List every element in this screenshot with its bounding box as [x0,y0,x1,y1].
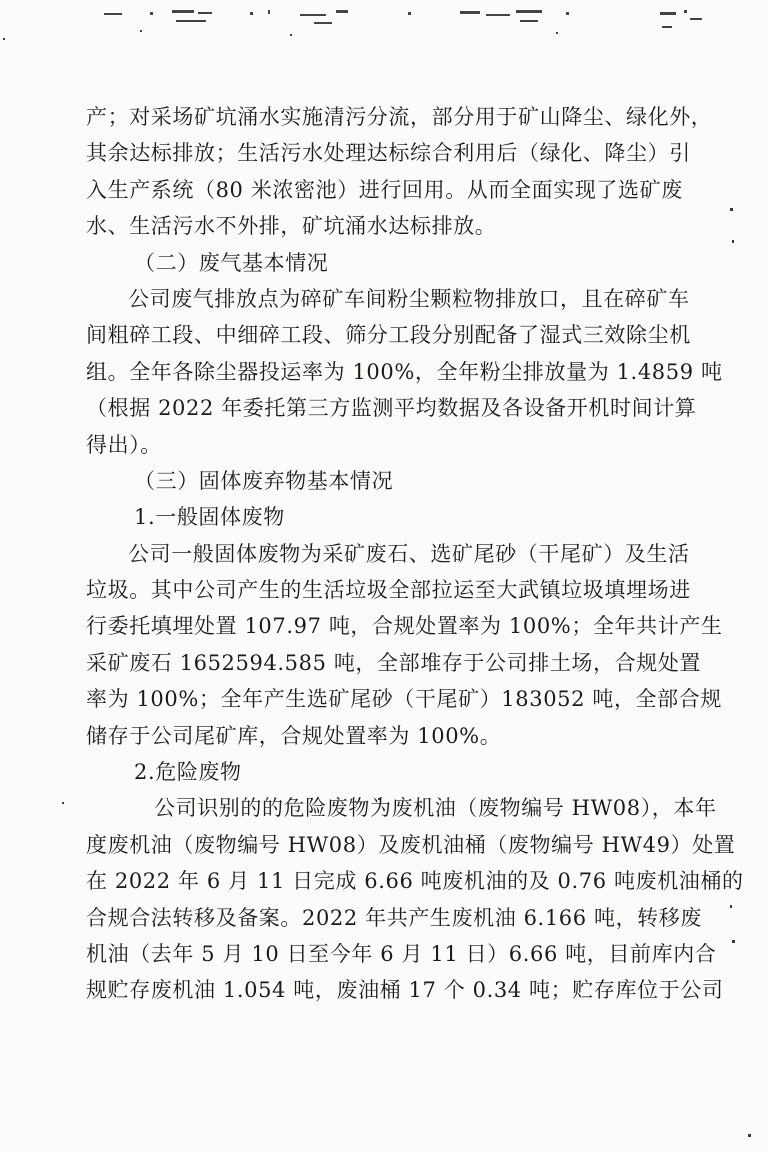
scan-speck [730,905,732,908]
text-line: 垃圾。其中公司产生的生活垃圾全部拉运至大武镇垃圾填埋场进 [86,578,691,603]
scan-noise-header [0,0,768,40]
scan-speck [732,940,735,943]
text-line: 公司一般固体废物为采矿废石、选矿尾砂（干尾矿）及生活 [128,541,690,566]
text-line: 行委托填埋处置 107.97 吨，合规处置率为 100%；全年共计产生 [86,614,723,639]
document-body [86,99,744,1009]
scan-speck [748,1134,751,1137]
text-line: 公司废气排放点为碎矿车间粉尘颗粒物排放口，且在碎矿车 [128,286,690,311]
scan-speck [730,208,733,211]
text-line: 在 2022 年 6 月 11 日完成 6.66 吨废机油的及 0.76 吨废机油桶的 [86,869,744,894]
text-line: 采矿废石 1652594.585 吨，全部堆存于公司排土场，合规处置 [86,650,702,675]
text-line: 机油（去年 5 月 10 日至今年 6 月 11 日）6.66 吨，目前库内合 [86,941,717,966]
text-line: 储存于公司尾矿库，合规处置率为 100%。 [86,723,502,748]
text-line: 得出）。 [86,432,162,457]
text-line: 合规合法转移及备案。2022 年共产生废机油 6.166 吨，转移废 [86,905,702,930]
text-line: （二）废气基本情况 [134,250,329,275]
text-line: 产；对采场矿坑涌水实施清污分流，部分用于矿山降尘、绿化外， [86,105,713,129]
scan-speck [62,802,64,804]
text-line: 度废机油（废物编号 HW08）及废机油桶（废物编号 HW49）处置 [86,832,736,857]
text-line: 入生产系统（80 米浓密池）进行回用。从而全面实现了选矿废 [86,177,683,202]
text-line: 公司识别的的危险废物为废机油（废物编号 HW08），本年 [154,796,717,821]
text-line: 1.一般固体废物 [134,505,285,530]
text-line: （三）固体废弃物基本情况 [134,468,394,493]
scan-speck [732,240,734,243]
text-line: 组。全年各除尘器投运率为 100%，全年粉尘排放量为 1.4859 吨 [86,359,723,384]
text-line: 其余达标排放；生活污水处理达标综合利用后（绿化、降尘）引 [86,141,691,166]
text-line: 规贮存废机油 1.054 吨，废油桶 17 个 0.34 吨；贮存库位于公司 [86,978,724,1003]
text-line: 2.危险废物 [134,760,242,785]
text-line: 水、生活污水不外排，矿坑涌水达标排放。 [86,214,497,239]
text-line: 率为 100%；全年产生选矿尾砂（干尾矿）183052 吨，全部合规 [86,687,722,712]
text-line: （根据 2022 年委托第三方监测平均数据及各设备开机时间计算 [86,396,697,421]
scan-speck [3,38,5,40]
text-line: 间粗碎工段、中细碎工段、筛分工段分别配备了湿式三效除尘机 [86,323,691,348]
